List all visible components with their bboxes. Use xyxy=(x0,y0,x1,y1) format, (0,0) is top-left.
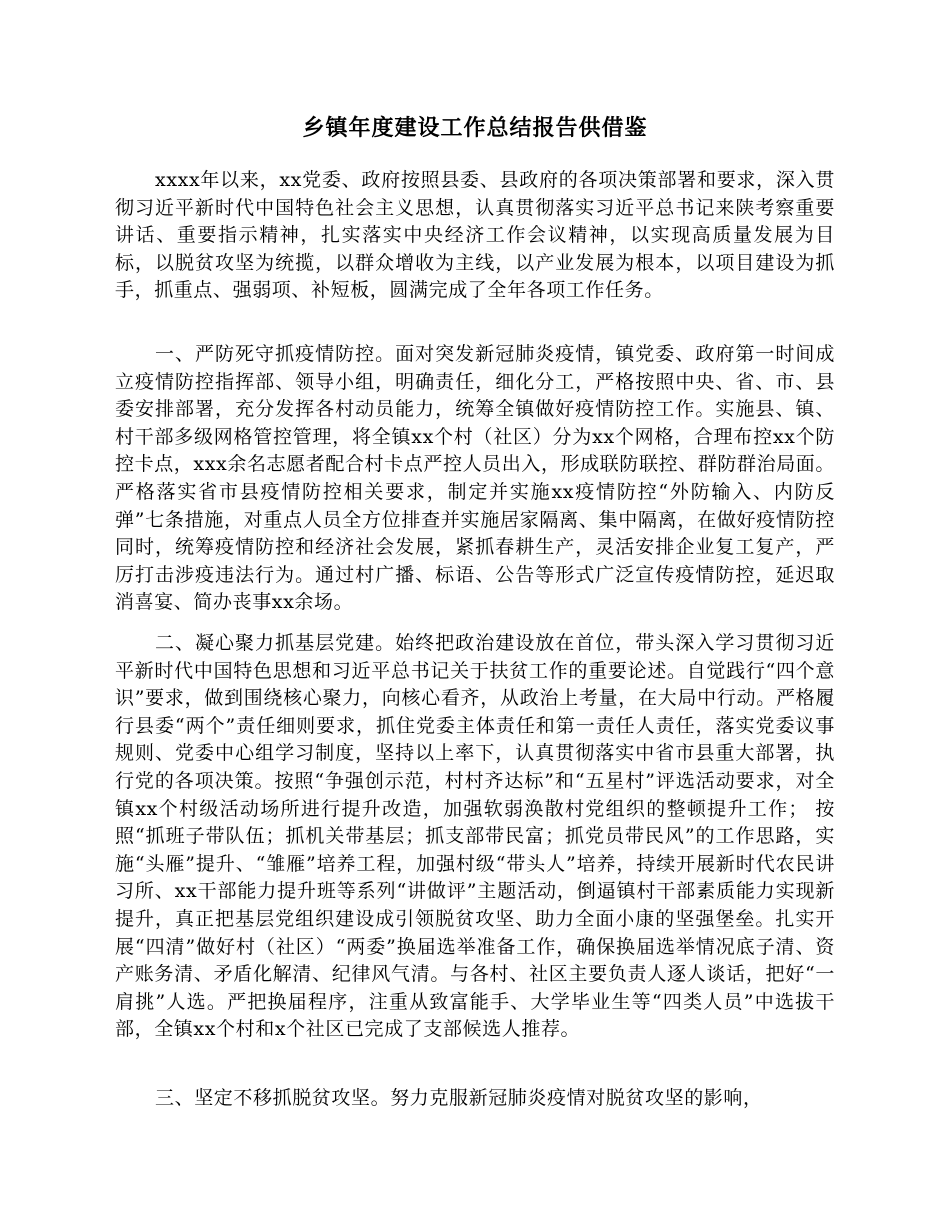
intro-paragraph: xxxx年以来，xx党委、政府按照县委、县政府的各项决策部署和要求，深入贯彻习近平新时代中国特色社会主义思想，认真贯彻落实习近平总书记来陕考察重要讲话、重要指示精神，扎实落实中央经济工作会议精神，以实现高质量发展为目标，以脱贫攻坚为统揽，以群众增收为主线，以产业发展为根本，以项目建设为抓手，抓重点、强弱项、补短板，圆满完成了全年各项工作任务。 xyxy=(115,169,835,302)
document-title: 乡镇年度建设工作总结报告供借鉴 xyxy=(302,115,648,141)
section-2-paragraph: 二、凝心聚力抓基层党建。始终把政治建设放在首位，带头深入学习贯彻习近平新时代中国特色思想和习近平总书记关于扶贫工作的重要论述。自觉践行“四个意识”要求，做到围绕核心聚力，向核心看齐，从政治上考量，在大局中行动。严格履行县委“两个”责任细则要求，抓住党委主体责任和第一责任人责任，落实党委议事规则、党委中心组学习制度，坚持以上率下，认真贯彻落实中省市县重大部署，执行党的各项决策。按照“争强创示范，村村齐达标”和“五星村”评选活动要求，对全镇xx个村级活动场所进行提升改造，加强软弱涣散村党组织的整顿提升工作； 按照“抓班子带队伍；抓机关带基层；抓支部带民富；抓党员带民风”的工作思路，实施“头雁”提升、“雏雁”培养工程，加强村级“带头人”培养，持续开展新时代农民讲习所、xx干部能力提升班等系列“讲做评”主题活动，倒逼镇村干部素质能力实现新提升，真正把基层党组织建设成引领脱贫攻坚、助力全面小康的坚强堡垒。扎实开展“四清”做好村（社区）“两委”换届选举准备工作，确保换届选举情况底子清、资产账务清、矛盾化解清、纪律风气清。与各村、社区主要负责人逐人谈话，把好“一肩挑”人选。严把换届程序，注重从致富能手、大学毕业生等“四类人员”中选拔干部，全镇xx个村和x个社区已完成了支部候选人推荐。 xyxy=(115,632,835,1041)
section-3-paragraph: 三、坚定不移抓脱贫攻坚。努力克服新冠肺炎疫情对脱贫攻坚的影响， xyxy=(155,1087,763,1109)
section-1-paragraph: 一、严防死守抓疫情防控。面对突发新冠肺炎疫情，镇党委、政府第一时间成立疫情防控指挥部、领导小组，明确责任，细化分工，严格按照中央、省、市、县委安排部署，充分发挥各村动员能力，统筹全镇做好疫情防控工作。实施县、镇、村干部多级网格管控管理，将全镇xx个村（社区）分为xx个网格，合理布控xx个防控卡点，xxx余名志愿者配合村卡点严控人员出入，形成联防联控、群防群治局面。严格落实省市县疫情防控相关要求，制定并实施xx疫情防控“外防输入、内防反弹”七条措施，对重点人员全方位排查并实施居家隔离、集中隔离，在做好疫情防控同时，统筹疫情防控和经济社会发展，紧抓春耕生产，灵活安排企业复工复产，严厉打击涉疫违法行为。通过村广播、标语、公告等形式广泛宣传疫情防控，延迟取消喜宴、简办丧事xx余场。 xyxy=(115,343,835,614)
